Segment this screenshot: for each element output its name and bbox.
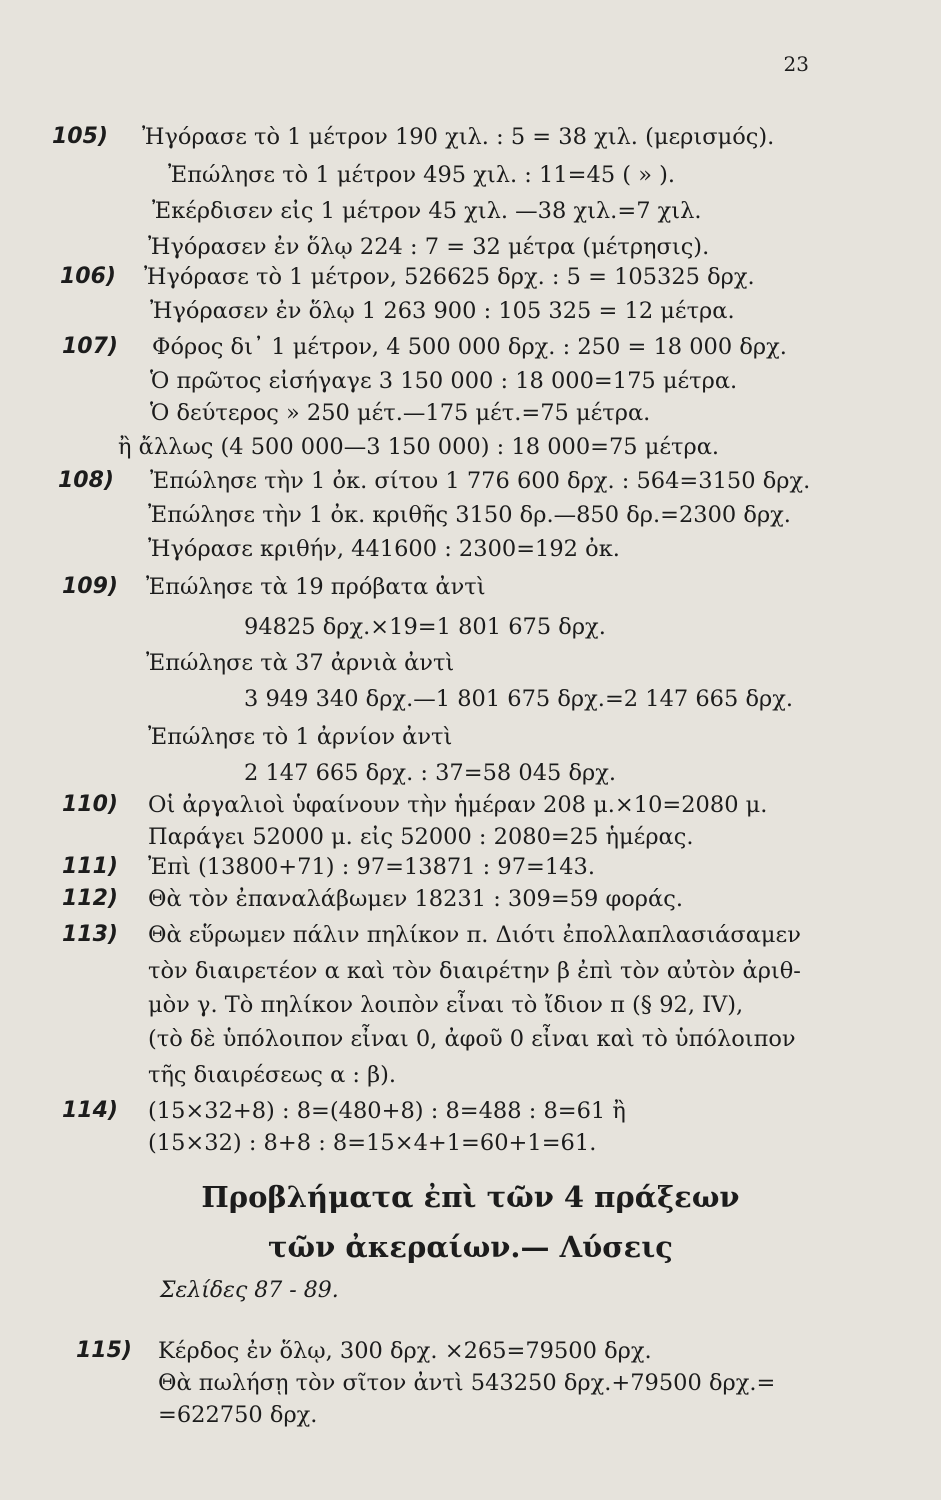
line-text: Ἐπώλησε τὸ 1 μέτρον 495 χιλ. : 11=45 ( » ). (168, 162, 676, 188)
problem-number: 107) (62, 334, 118, 359)
line-text: Ἐπώλησε τὸ 1 ἀρνίον ἀντὶ (148, 724, 453, 750)
problem-number: 110) (62, 792, 118, 817)
line-text: (15×32) : 8+8 : 8=15×4+1=60+1=61. (148, 1130, 597, 1156)
line-text: Θὰ πωλήσῃ τὸν σῖτον ἀντὶ 543250 δρχ.+79500 δρχ.= (158, 1370, 776, 1396)
line-text: Ἐπὶ (13800+71) : 97=13871 : 97=143. (148, 854, 595, 880)
problem-number: 108) (58, 468, 114, 493)
problem-number: 105) (52, 124, 108, 149)
line-text: (15×32+8) : 8=(480+8) : 8=488 : 8=61 ἢ (148, 1098, 626, 1124)
line-text: 3 949 340 δρχ.—1 801 675 δρχ.=2 147 665 δρχ. (244, 686, 794, 712)
line-text: Φόρος δι᾽ 1 μέτρον, 4 500 000 δρχ. : 250 = 18 000 δρχ. (152, 334, 787, 360)
line-text: 2 147 665 δρχ. : 37=58 045 δρχ. (244, 760, 617, 786)
line-text: (τὸ δὲ ὑπόλοιπον εἶναι 0, ἀφοῦ 0 εἶναι καὶ τὸ ὑπόλοιπον (148, 1026, 796, 1052)
line-text: Ἠγόρασεν ἐν ὅλῳ 224 : 7 = 32 μέτρα (μέτρησις). (148, 234, 710, 260)
line-text: Ἐπώλησε τὰ 37 ἀρνιὰ ἀντὶ (146, 650, 455, 676)
pages-reference: Σελίδες 87 - 89. (160, 1278, 339, 1303)
section-heading-line2: τῶν ἀκεραίων.— Λύσεις (268, 1230, 673, 1264)
line-text: =622750 δρχ. (158, 1402, 318, 1428)
line-text: 94825 δρχ.×19=1 801 675 δρχ. (244, 614, 606, 640)
line-text: Ἐπώλησε τὴν 1 ὀκ. σίτου 1 776 600 δρχ. : 564=3150 δρχ. (150, 468, 811, 494)
line-text: Ἠγόρασε τὸ 1 μέτρον 190 χιλ. : 5 = 38 χιλ. (μερισμός). (142, 124, 775, 150)
line-text: Ἐπώλησε τὴν 1 ὀκ. κριθῆς 3150 δρ.—850 δρ.=2300 δρχ. (148, 502, 791, 528)
problem-number: 113) (62, 922, 118, 947)
problem-number: 112) (62, 886, 118, 911)
line-text: ἢ ἄλλως (4 500 000—3 150 000) : 18 000=75 μέτρα. (118, 434, 720, 460)
line-text: τῆς διαιρέσεως α : β). (148, 1062, 397, 1088)
problem-number: 114) (62, 1098, 118, 1123)
line-text: Κέρδος ἐν ὅλῳ, 300 δρχ. ×265=79500 δρχ. (158, 1338, 652, 1364)
problem-number: 111) (62, 854, 118, 879)
problem-number: 115) (76, 1338, 132, 1363)
line-text: Οἱ ἀργαλιοὶ ὑφαίνουν τὴν ἡμέραν 208 μ.×10=2080 μ. (148, 792, 768, 818)
page-number: 23 (783, 52, 809, 76)
line-text: Ἐπώλησε τὰ 19 πρόβατα ἀντὶ (146, 574, 486, 600)
line-text: Θὰ εὕρωμεν πάλιν πηλίκον π. Διότι ἐπολλαπλασιάσαμεν (148, 922, 801, 948)
line-text: Θὰ τὸν ἐπαναλάβωμεν 18231 : 309=59 φοράς. (148, 886, 683, 912)
line-text: τὸν διαιρετέον α καὶ τὸν διαιρέτην β ἐπὶ τὸν αὐτὸν ἀριθ- (148, 958, 801, 984)
line-text: Ὁ πρῶτος εἰσήγαγε 3 150 000 : 18 000=175 μέτρα. (150, 368, 738, 394)
line-text: μὸν γ. Τὸ πηλίκον λοιπὸν εἶναι τὸ ἴδιον π (§ 92, IV), (148, 992, 744, 1018)
problem-number: 106) (60, 264, 116, 289)
line-text: Ἠγόρασε τὸ 1 μέτρον, 526625 δρχ. : 5 = 105325 δρχ. (144, 264, 755, 290)
line-text: Ἐκέρδισεν εἰς 1 μέτρον 45 χιλ. —38 χιλ.=7 χιλ. (152, 198, 702, 224)
line-text: Παράγει 52000 μ. εἰς 52000 : 2080=25 ἡμέρας. (148, 824, 694, 850)
line-text: Ὁ δεύτερος » 250 μέτ.—175 μέτ.=75 μέτρα. (150, 400, 651, 426)
problem-number: 109) (62, 574, 118, 599)
line-text: Ἠγόρασε κριθήν, 441600 : 2300=192 ὀκ. (148, 536, 620, 562)
section-heading-line1: Προβλήματα ἐπὶ τῶν 4 πράξεων (201, 1180, 740, 1214)
line-text: Ἠγόρασεν ἐν ὅλῳ 1 263 900 : 105 325 = 12 μέτρα. (150, 298, 735, 324)
